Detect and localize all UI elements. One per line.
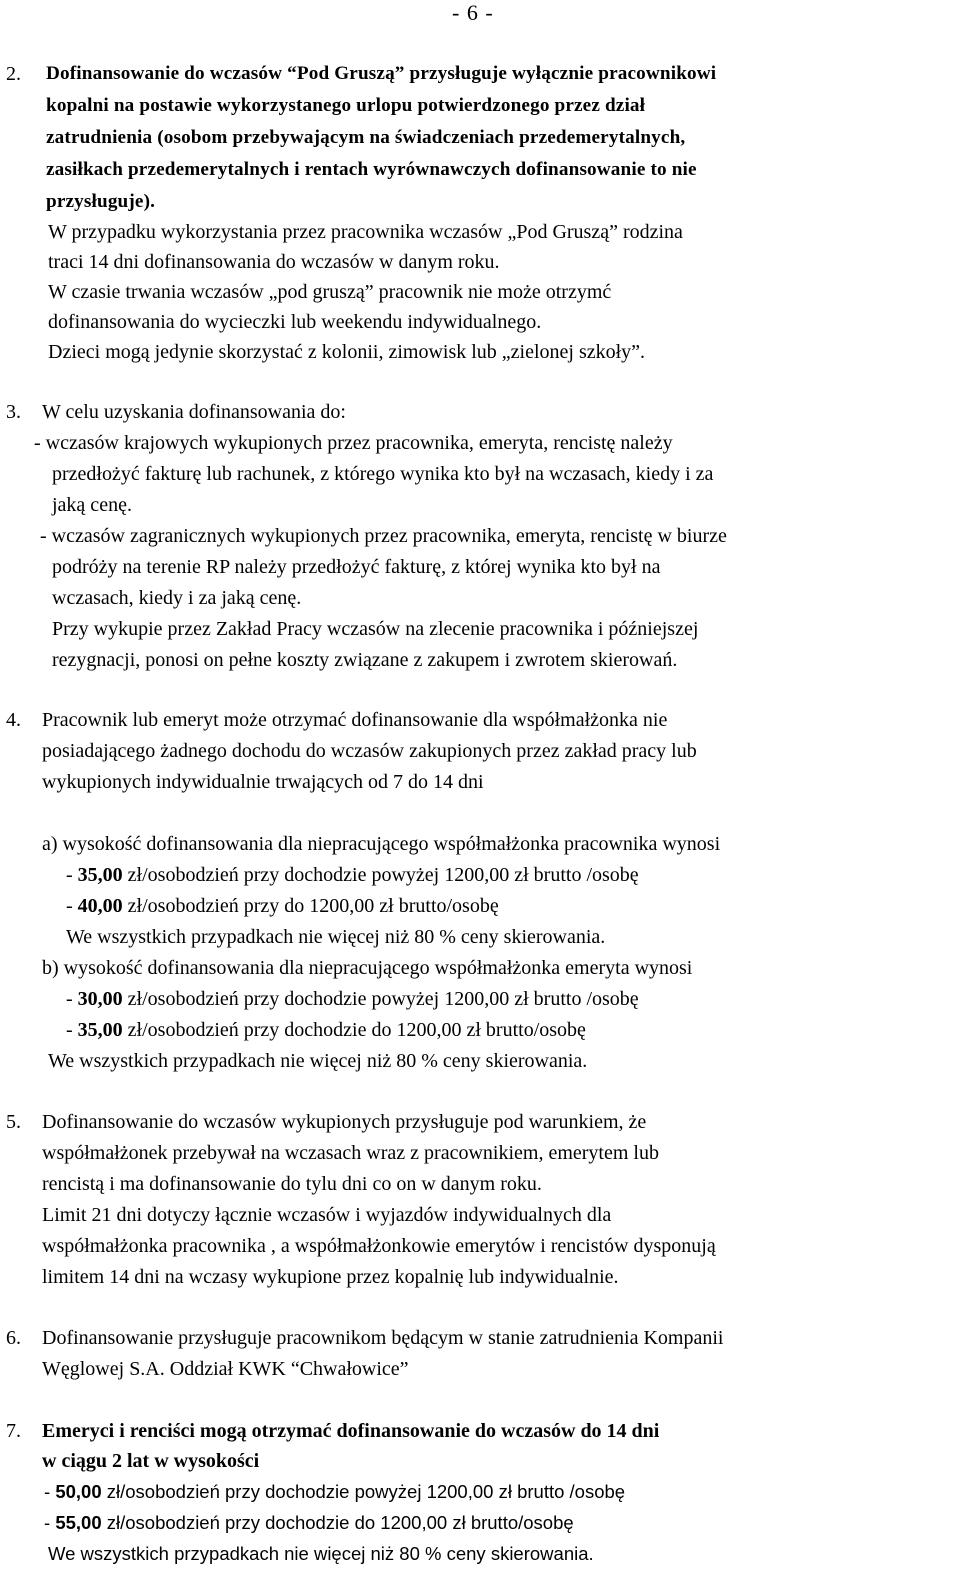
rate-description: zł/osobodzień przy do 1200,00 zł brutto/osobę bbox=[122, 895, 499, 917]
section-5-number: 5. bbox=[6, 1111, 21, 1133]
section-6-line: Węglowej S.A. Oddział KWK “Chwałowice” bbox=[42, 1358, 409, 1380]
section-6-line: Dofinansowanie przysługuje pracownikom będącym w stanie zatrudnienia Kompanii bbox=[42, 1327, 724, 1349]
section-2-line: dofinansowania do wycieczki lub weekendu indywidualnego. bbox=[48, 311, 542, 333]
section-2-line: Dofinansowanie do wczasów “Pod Gruszą” przysługuje wyłącznie pracownikowi bbox=[46, 63, 717, 84]
section-2-line: przysługuje). bbox=[46, 191, 156, 212]
rate-amount: 30,00 bbox=[77, 988, 123, 1010]
rate-description: zł/osobodzień przy dochodzie powyżej 1200,00 zł brutto /osobę bbox=[122, 988, 639, 1010]
rate-description: zł/osobodzień przy dochodzie do 1200,00 zł brutto/osobę bbox=[101, 1512, 574, 1533]
rate-item: - 30,00 zł/osobodzień przy dochodzie powyżej 1200,00 zł brutto /osobę bbox=[66, 988, 639, 1010]
rate-amount: 40,00 bbox=[77, 895, 123, 917]
section-5-line: Dofinansowanie do wczasów wykupionych przysługuje pod warunkiem, że bbox=[42, 1111, 647, 1133]
section-2-line: W przypadku wykorzystania przez pracownika wczasów „Pod Gruszą” rodzina bbox=[48, 221, 683, 243]
section-2-line: zatrudnienia (osobom przebywającym na świadczeniach przedemerytalnych, bbox=[46, 127, 686, 148]
section-3-line: jaką cenę. bbox=[52, 494, 132, 516]
rate-amount: 35,00 bbox=[77, 1019, 123, 1041]
section-3-line: wczasach, kiedy i za jaką cenę. bbox=[52, 587, 302, 609]
rate-amount: 50,00 bbox=[55, 1481, 102, 1502]
section-5-line: współmałżonka pracownika , a współmałżonkowie emerytów i rencistów dysponują bbox=[42, 1235, 716, 1257]
section-3-line: przedłożyć fakturę lub rachunek, z którego wynika kto był na wczasach, kiedy i za bbox=[52, 463, 714, 485]
section-5-line: Limit 21 dni dotyczy łącznie wczasów i wyjazdów indywidualnych dla bbox=[42, 1204, 612, 1226]
section-4-line: wykupionych indywidualnie trwających od 7 do 14 dni bbox=[42, 771, 484, 793]
section-4-line: Pracownik lub emeryt może otrzymać dofinansowanie dla współmałżonka nie bbox=[42, 709, 668, 731]
rate-description: zł/osobodzień przy dochodzie do 1200,00 zł brutto/osobę bbox=[122, 1019, 586, 1041]
section-7-line: Emeryci i renciści mogą otrzymać dofinansowanie do wczasów do 14 dni bbox=[42, 1420, 660, 1442]
limit-note: We wszystkich przypadkach nie więcej niż 80 % ceny skierowania. bbox=[48, 1050, 588, 1072]
rate-item: - 35,00 zł/osobodzień przy dochodzie powyżej 1200,00 zł brutto /osobę bbox=[66, 864, 639, 886]
section-3-line: W celu uzyskania dofinansowania do: bbox=[42, 401, 346, 423]
section-5-line: limitem 14 dni na wczasy wykupione przez kopalnię lub indywidualnie. bbox=[42, 1266, 619, 1288]
section-4-line: posiadającego żadnego dochodu do wczasów zakupionych przez zakład pracy lub bbox=[42, 740, 697, 762]
section-4-number: 4. bbox=[6, 709, 21, 731]
rate-amount: 55,00 bbox=[55, 1512, 102, 1533]
section-3-line: - wczasów zagranicznych wykupionych przez pracownika, emeryta, rencistę w biurze bbox=[40, 525, 727, 547]
section-2-number: 2. bbox=[6, 63, 21, 85]
limit-note: We wszystkich przypadkach nie więcej niż 80 % ceny skierowania. bbox=[66, 926, 606, 948]
rate-item: - 40,00 zł/osobodzień przy do 1200,00 zł brutto/osobę bbox=[66, 895, 499, 917]
page-number: - 6 - bbox=[452, 0, 494, 25]
section-2-line: zasiłkach przedemerytalnych i rentach wyrównawczych dofinansowanie to nie bbox=[46, 159, 697, 180]
limit-note: We wszystkich przypadkach nie więcej niż 80 % ceny skierowania. bbox=[48, 1543, 594, 1564]
section-3-line: podróży na terenie RP należy przedłożyć fakturę, z której wynika kto był na bbox=[52, 556, 661, 578]
section-3-line: Przy wykupie przez Zakład Pracy wczasów na zlecenie pracownika i późniejszej bbox=[52, 618, 699, 640]
section-3-line: - wczasów krajowych wykupionych przez pracownika, emeryta, rencistę należy bbox=[34, 432, 673, 454]
subsection-b-title: b) wysokość dofinansowania dla niepracującego współmałżonka emeryta wynosi bbox=[42, 957, 693, 979]
section-6-number: 6. bbox=[6, 1327, 21, 1349]
rate-amount: 35,00 bbox=[77, 864, 123, 886]
section-2-line: kopalni na postawie wykorzystanego urlopu potwierdzonego przez dział bbox=[46, 95, 646, 116]
section-2-line: Dzieci mogą jedynie skorzystać z kolonii, zimowisk lub „zielonej szkoły”. bbox=[48, 341, 646, 363]
rate-item: - 35,00 zł/osobodzień przy dochodzie do 1200,00 zł brutto/osobę bbox=[66, 1019, 586, 1041]
section-7-line: w ciągu 2 lat w wysokości bbox=[42, 1450, 260, 1472]
rate-description: zł/osobodzień przy dochodzie powyżej 1200,00 zł brutto /osobę bbox=[122, 864, 639, 886]
section-3-line: rezygnacji, ponosi on pełne koszty związane z zakupem i zwrotem skierowań. bbox=[52, 649, 678, 671]
section-5-line: rencistą i ma dofinansowanie do tylu dni co on w danym roku. bbox=[42, 1173, 542, 1195]
section-3-number: 3. bbox=[6, 401, 21, 423]
section-7-number: 7. bbox=[6, 1420, 21, 1442]
section-5-line: współmałżonek przebywał na wczasach wraz z pracownikiem, emerytem lub bbox=[42, 1142, 659, 1164]
section-2-line: W czasie trwania wczasów „pod gruszą” pracownik nie może otrzymć bbox=[48, 281, 612, 303]
rate-description: zł/osobodzień przy dochodzie powyżej 1200,00 zł brutto /osobę bbox=[101, 1481, 626, 1502]
subsection-a-title: a) wysokość dofinansowania dla niepracującego współmałżonka pracownika wynosi bbox=[42, 833, 721, 855]
section-2-line: traci 14 dni dofinansowania do wczasów w danym roku. bbox=[48, 251, 500, 273]
rate-item: - 55,00 zł/osobodzień przy dochodzie do 1200,00 zł brutto/osobę bbox=[44, 1512, 574, 1533]
rate-item: - 50,00 zł/osobodzień przy dochodzie powyżej 1200,00 zł brutto /osobę bbox=[44, 1481, 626, 1502]
